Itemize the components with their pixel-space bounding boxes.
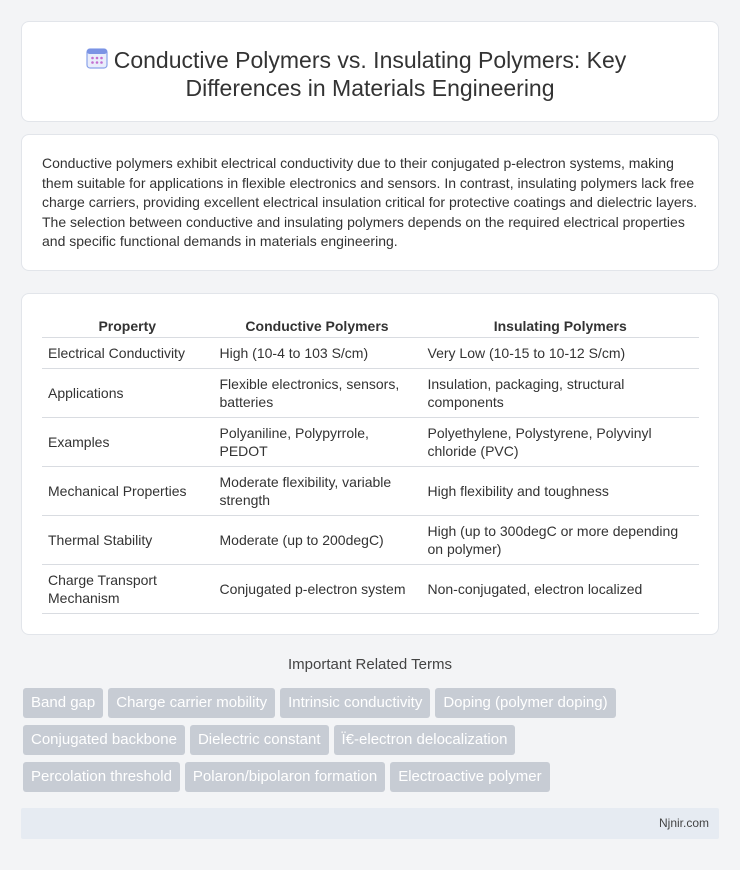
cell-conductive: Conjugated p-electron system bbox=[213, 565, 421, 614]
tag-row bbox=[23, 725, 723, 762]
table-row bbox=[42, 418, 699, 467]
tag-row bbox=[23, 762, 723, 799]
term-tag[interactable]: Charge carrier mobility bbox=[108, 688, 275, 718]
page-title-line2: Differences in Materials Engineering bbox=[185, 75, 555, 101]
cell-property: Charge Transport Mechanism bbox=[42, 565, 213, 614]
cell-conductive: Moderate flexibility, variable strength bbox=[213, 467, 421, 516]
title-card bbox=[21, 21, 719, 122]
footer-bar bbox=[21, 808, 719, 839]
page-title-line1: Conductive Polymers vs. Insulating Polymers: Key bbox=[113, 47, 627, 73]
tag-row bbox=[23, 688, 723, 725]
term-tag[interactable]: Dielectric constant bbox=[190, 725, 329, 755]
cell-conductive: Flexible electronics, sensors, batteries bbox=[213, 369, 421, 418]
table-row bbox=[42, 565, 699, 614]
term-tag[interactable]: Conjugated backbone bbox=[23, 725, 185, 755]
cell-insulating: Polyethylene, Polystyrene, Polyvinyl chloride (PVC) bbox=[421, 418, 699, 467]
intro-card bbox=[21, 134, 719, 271]
header-insulating: Insulating Polymers bbox=[421, 316, 699, 338]
term-tag[interactable]: Electroactive polymer bbox=[390, 762, 549, 792]
cell-conductive: High (10-4 to 103 S/cm) bbox=[213, 338, 421, 369]
table-row bbox=[42, 338, 699, 369]
cell-insulating: Insulation, packaging, structural components bbox=[421, 369, 699, 418]
intro-paragraph: Conductive polymers exhibit electrical conductivity due to their conjugated p-electron systems, making them suitable for applications in flexible electronics and sensors. In contrast, insulating polymers lack free charge carriers, providing excellent electrical insulation critical for protective coatings and dielectric layers. The selection between conductive and insulating polymers depends on the required electrical properties and specific functional demands in materials engineering. bbox=[42, 155, 698, 250]
term-tag[interactable]: Ï€-electron delocalization bbox=[334, 725, 516, 755]
comparison-table-card bbox=[21, 293, 719, 635]
header-property: Property bbox=[42, 316, 213, 338]
table-header-row bbox=[42, 316, 699, 338]
cell-insulating: High (up to 300degC or more depending on polymer) bbox=[421, 516, 699, 565]
cell-insulating: Non-conjugated, electron localized bbox=[421, 565, 699, 614]
cell-conductive: Moderate (up to 200degC) bbox=[213, 516, 421, 565]
term-tag[interactable]: Intrinsic conductivity bbox=[280, 688, 430, 718]
related-terms-heading: Important Related Terms bbox=[288, 656, 452, 673]
cell-property: Electrical Conductivity bbox=[42, 338, 213, 369]
cell-conductive: Polyaniline, Polypyrrole, PEDOT bbox=[213, 418, 421, 467]
related-terms-list bbox=[23, 688, 723, 799]
cell-property: Applications bbox=[42, 369, 213, 418]
term-tag[interactable]: Band gap bbox=[23, 688, 103, 718]
cell-insulating: Very Low (10-15 to 10-12 S/cm) bbox=[421, 338, 699, 369]
cell-property: Thermal Stability bbox=[42, 516, 213, 565]
cell-insulating: High flexibility and toughness bbox=[421, 467, 699, 516]
term-tag[interactable]: Percolation threshold bbox=[23, 762, 180, 792]
table-row bbox=[42, 516, 699, 565]
comparison-table bbox=[42, 316, 699, 614]
page-title bbox=[22, 46, 718, 102]
term-tag[interactable]: Doping (polymer doping) bbox=[435, 688, 615, 718]
cell-property: Mechanical Properties bbox=[42, 467, 213, 516]
header-conductive: Conductive Polymers bbox=[213, 316, 421, 338]
term-tag[interactable]: Polaron/bipolaron formation bbox=[185, 762, 385, 792]
cell-property: Examples bbox=[42, 418, 213, 467]
table-row bbox=[42, 369, 699, 418]
table-row bbox=[42, 467, 699, 516]
footer-site-link[interactable]: Njnir.com bbox=[658, 816, 709, 830]
